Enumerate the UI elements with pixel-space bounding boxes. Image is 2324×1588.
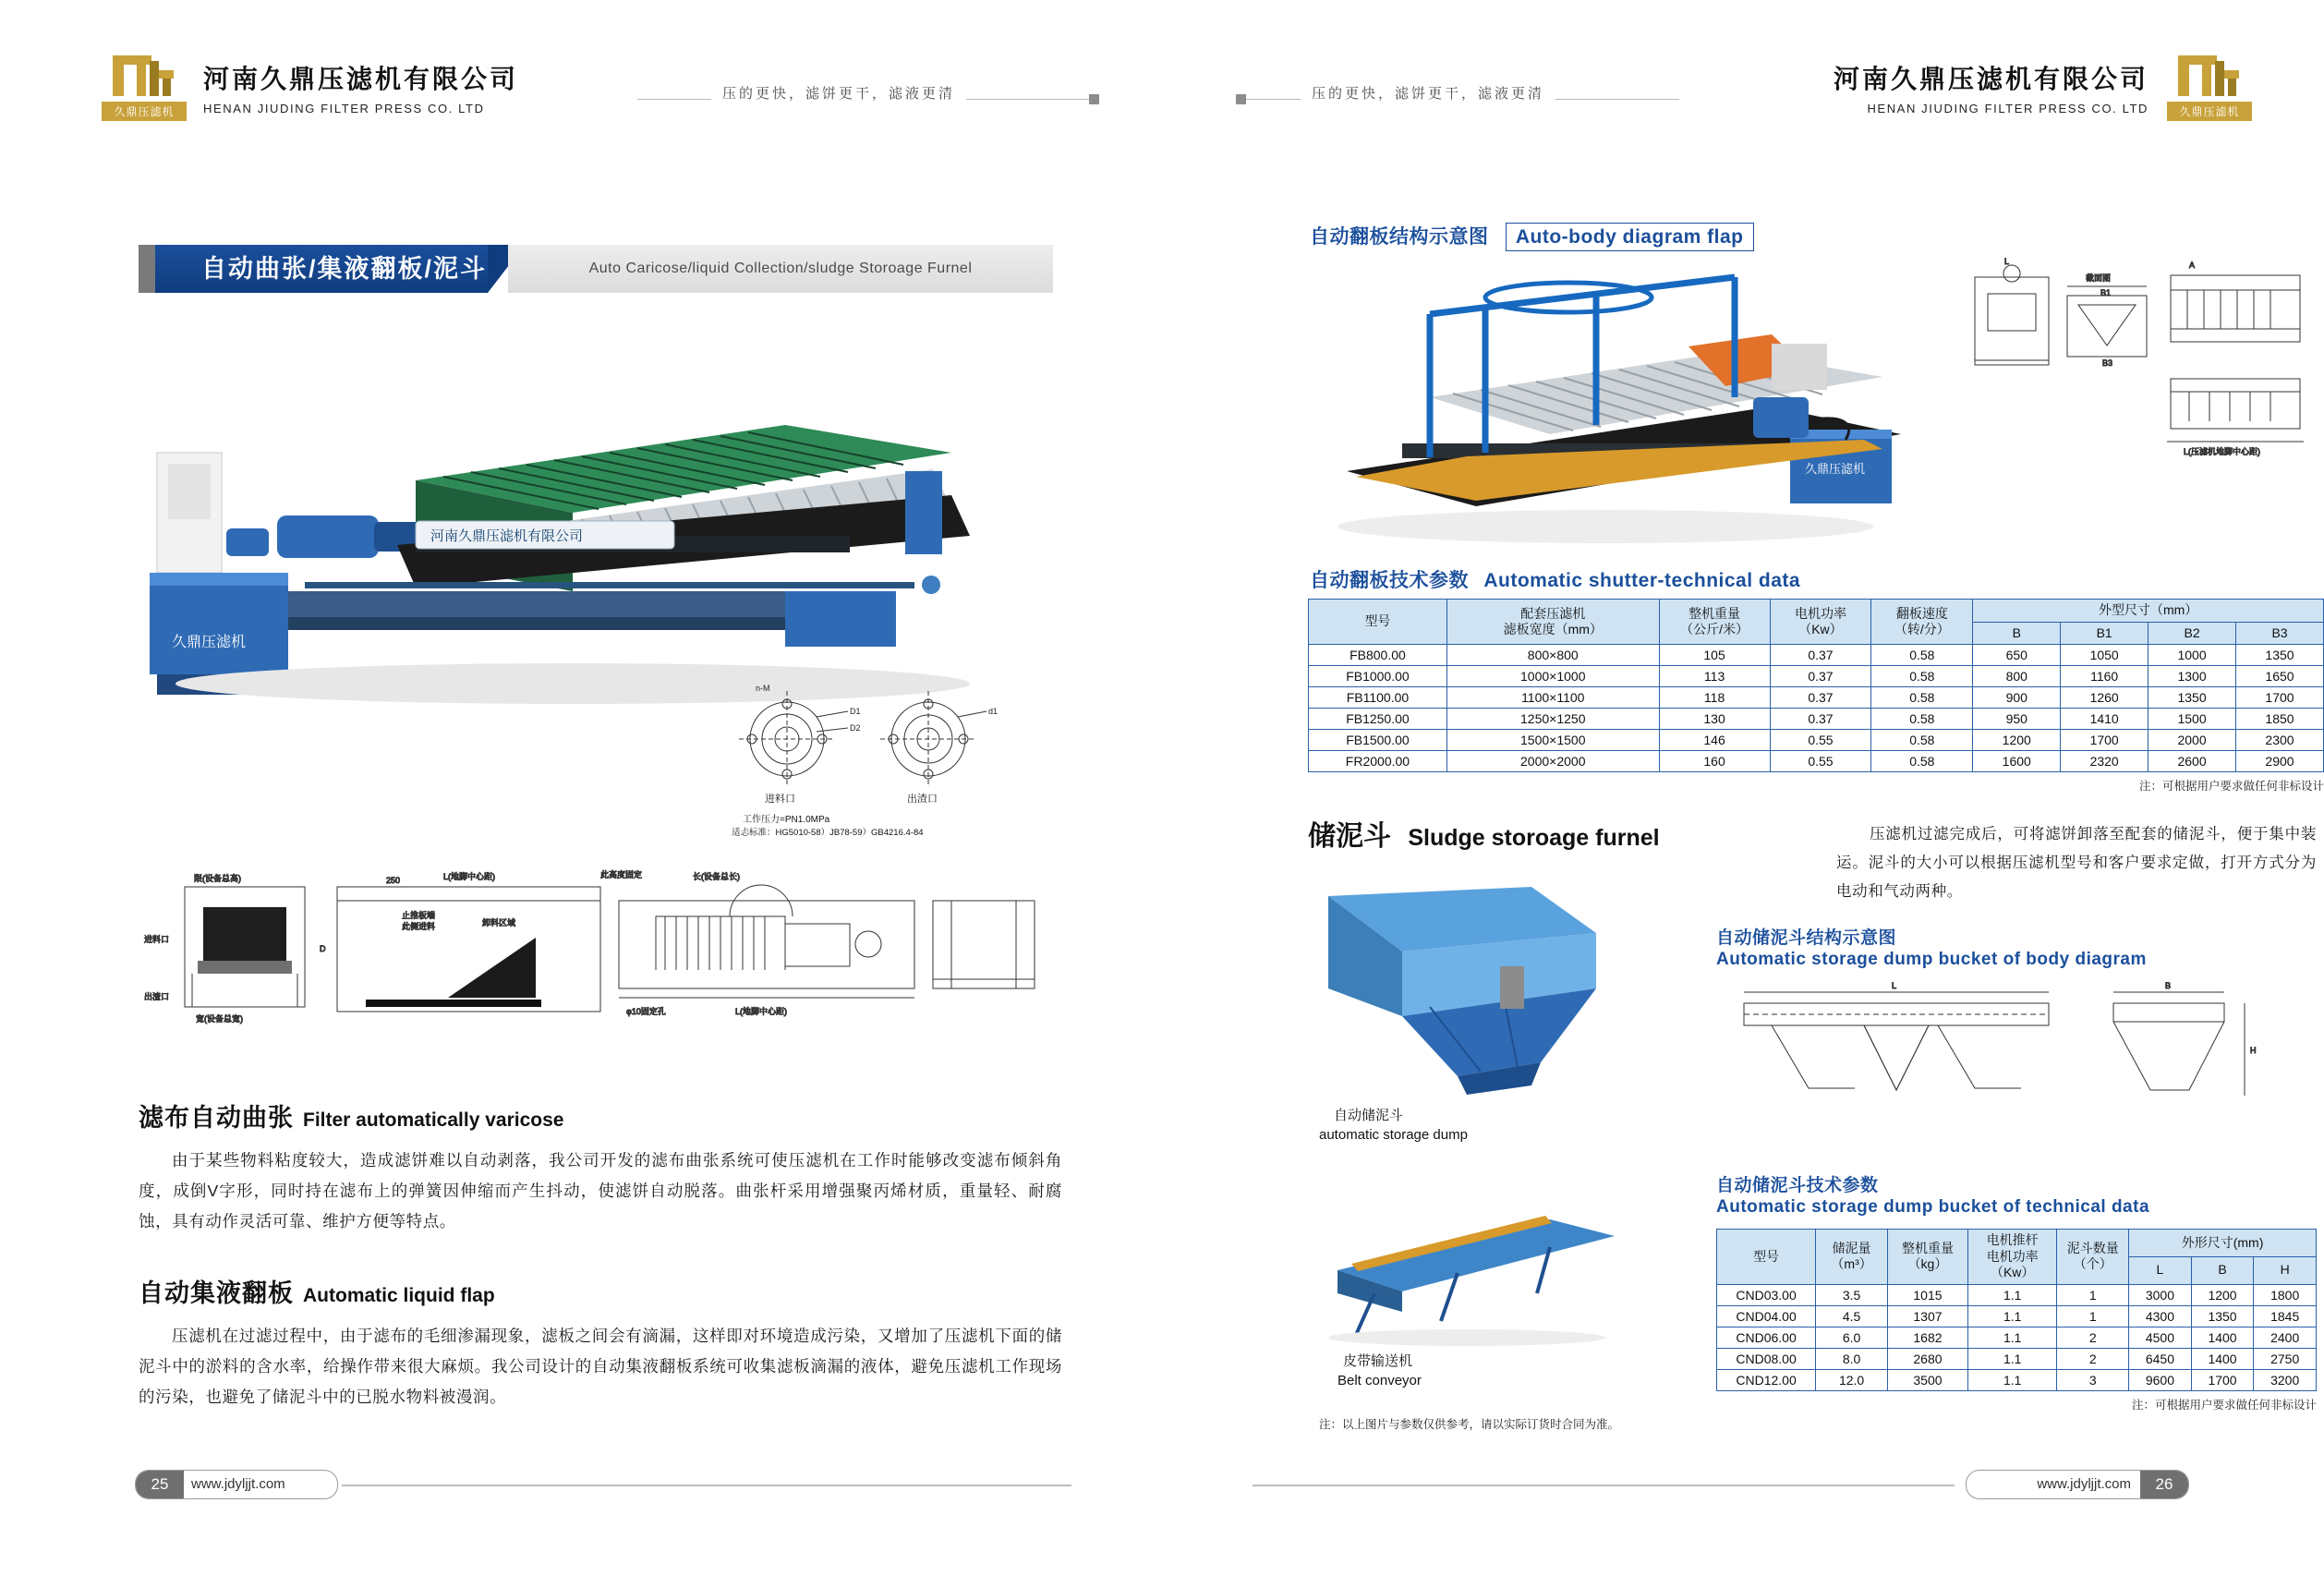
auto-flap-photo bbox=[1291, 259, 1938, 554]
table-row bbox=[1309, 730, 2324, 751]
table-cell: FR2000.00 bbox=[1309, 751, 1447, 772]
table-subheader-cell: B bbox=[2191, 1256, 2254, 1284]
svg-text:进料口: 进料口 bbox=[144, 935, 170, 944]
table-cell: 146 bbox=[1659, 730, 1770, 751]
table1-note: 注：可根据用户要求做任何非标设计 bbox=[2138, 780, 2324, 793]
table-cell: 2600 bbox=[2148, 751, 2236, 772]
table-cell: 1850 bbox=[2236, 709, 2324, 730]
table-cell: 0.37 bbox=[1770, 687, 1871, 709]
table-cell: 113 bbox=[1659, 666, 1770, 687]
table2-note: 注：可根据用户要求做任何非标设计 bbox=[2131, 1398, 2317, 1412]
table-cell: 3000 bbox=[2129, 1284, 2192, 1305]
table-cell: 2680 bbox=[1888, 1348, 1968, 1369]
table-cell: 2300 bbox=[2236, 730, 2324, 751]
svg-text:出渣口: 出渣口 bbox=[144, 992, 170, 1001]
table-cell: 1.1 bbox=[1967, 1284, 2057, 1305]
svg-text:D2: D2 bbox=[850, 723, 861, 733]
table-row bbox=[1309, 645, 2324, 666]
table-cell: 0.58 bbox=[1871, 687, 1973, 709]
heading-en: Filter automatically varicose bbox=[303, 1109, 564, 1131]
table-subheader-cell: B1 bbox=[2061, 622, 2148, 645]
heading-cn: 滤布自动曲张 bbox=[139, 1104, 294, 1132]
table-cell: 118 bbox=[1659, 687, 1770, 709]
flange-detail-drawing bbox=[730, 684, 1044, 841]
svg-text:H: H bbox=[2250, 1046, 2257, 1055]
svg-text:B3: B3 bbox=[2102, 358, 2113, 368]
table1-wrap bbox=[1308, 599, 2324, 794]
table-cell: 1600 bbox=[1973, 751, 2061, 772]
table-cell: 1410 bbox=[2061, 709, 2148, 730]
table1-title bbox=[1310, 565, 1800, 593]
table-subheader-cell: H bbox=[2254, 1256, 2317, 1284]
right-header bbox=[1236, 54, 2252, 127]
svg-text:L(压滤机地脚中心距): L(压滤机地脚中心距) bbox=[2184, 447, 2260, 456]
table-header-cell: 电机推杆 电机功率 （Kw） bbox=[1967, 1230, 2057, 1285]
left-slogan-bar bbox=[637, 83, 1099, 116]
svg-text:250: 250 bbox=[386, 876, 401, 885]
table-cell: 130 bbox=[1659, 709, 1770, 730]
svg-text:B1: B1 bbox=[2100, 288, 2112, 297]
belt-conveyor-photo bbox=[1319, 1182, 1633, 1349]
table-cell: 1260 bbox=[2061, 687, 2148, 709]
table-cell: 1350 bbox=[2148, 687, 2236, 709]
right-slogan-bar bbox=[1236, 83, 1679, 116]
table-cell: 1.1 bbox=[1967, 1348, 2057, 1369]
belt-label-cn: 皮带输送机 bbox=[1343, 1353, 1413, 1369]
table-cell: CND03.00 bbox=[1717, 1284, 1816, 1305]
slogan-square-icon bbox=[1089, 94, 1099, 104]
svg-text:宽(设备总宽): 宽(设备总宽) bbox=[196, 1014, 243, 1024]
svg-text:φ10固定孔: φ10固定孔 bbox=[626, 1007, 666, 1016]
right-footer-url[interactable]: www.jdyljjt.com bbox=[2037, 1476, 2131, 1492]
table-cell: 6450 bbox=[2129, 1348, 2192, 1369]
table-header-cell: 型号 bbox=[1309, 600, 1447, 645]
left-footer-rule bbox=[342, 1485, 1071, 1486]
table-cell: FB1000.00 bbox=[1309, 666, 1447, 687]
heading-cn: 自动集液翻板 bbox=[139, 1279, 294, 1307]
svg-text:久鼎压滤机: 久鼎压滤机 bbox=[172, 635, 247, 650]
dump-diagram-title-en: Automatic storage dump bucket of body diagram bbox=[1716, 950, 2147, 969]
logo-mark-icon bbox=[109, 52, 177, 100]
company-logo bbox=[2167, 50, 2252, 124]
dump-diagram-title-cn: 自动储泥斗结构示意图 bbox=[1716, 928, 1897, 948]
flap-title-en: Auto-body diagram flap bbox=[1506, 223, 1754, 251]
table-subheader-cell: B bbox=[1973, 622, 2061, 645]
table-cell: 3200 bbox=[2254, 1369, 2317, 1390]
svg-text:工作压力=PN1.0MPa: 工作压力=PN1.0MPa bbox=[743, 815, 830, 825]
svg-text:L: L bbox=[2004, 257, 2010, 266]
sludge-title-cn: 储泥斗 bbox=[1308, 821, 1391, 852]
logo-caption: 久鼎压滤机 bbox=[102, 102, 187, 121]
table-cell: FB1100.00 bbox=[1309, 687, 1447, 709]
table-header-cell: 整机重量 （公斤/米） bbox=[1659, 600, 1770, 645]
banner-title-cn: 自动曲张/集液翻板/泥斗 bbox=[201, 255, 488, 283]
table-cell: 2000×2000 bbox=[1446, 751, 1659, 772]
table-cell: 1.1 bbox=[1967, 1305, 2057, 1327]
company-name-cn: 河南久鼎压滤机有限公司 bbox=[203, 65, 519, 93]
outline-drawings bbox=[139, 859, 1071, 1044]
dump-outline-drawings bbox=[1716, 979, 2307, 1155]
table-cell: 0.58 bbox=[1871, 666, 1973, 687]
table2-title-en: Automatic storage dump bucket of technical data bbox=[1716, 1197, 2150, 1217]
table-cell: 1200 bbox=[1973, 730, 2061, 751]
svg-text:出渣口: 出渣口 bbox=[907, 794, 938, 805]
table-cell: 8.0 bbox=[1816, 1348, 1888, 1369]
sludge-paragraph: 压滤机过滤完成后，可将滤饼卸落至配套的储泥斗，便于集中装运。泥斗的大小可以根据压滤机型号和客户要求定做，打开方式分为电动和气动两种。 bbox=[1836, 826, 2317, 900]
svg-text:卸料区域: 卸料区域 bbox=[482, 918, 516, 927]
table-header-cell: 翻板速度 （转/分） bbox=[1871, 600, 1973, 645]
table-cell: 12.0 bbox=[1816, 1369, 1888, 1390]
flap-diagram-title bbox=[1310, 222, 1754, 249]
table-subheader-cell: B2 bbox=[2148, 622, 2236, 645]
table-cell: 1 bbox=[2057, 1284, 2129, 1305]
table-cell: 1250×1250 bbox=[1446, 709, 1659, 730]
svg-text:A: A bbox=[2189, 261, 2196, 270]
section-heading-liquid-flap bbox=[139, 1273, 495, 1309]
table-cell: 0.58 bbox=[1871, 709, 1973, 730]
table-row bbox=[1717, 1348, 2317, 1369]
table-cell: CND12.00 bbox=[1717, 1369, 1816, 1390]
table-cell: 800×800 bbox=[1446, 645, 1659, 666]
svg-text:进料口: 进料口 bbox=[765, 794, 795, 805]
svg-text:L(地脚中心距): L(地脚中心距) bbox=[735, 1007, 787, 1016]
table-cell: 650 bbox=[1973, 645, 2061, 666]
slogan-square-icon bbox=[1236, 94, 1246, 104]
table-subheader-cell: L bbox=[2129, 1256, 2192, 1284]
table-cell: 0.58 bbox=[1871, 645, 1973, 666]
svg-text:长(设备总长): 长(设备总长) bbox=[693, 872, 740, 881]
table-cell: 1845 bbox=[2254, 1305, 2317, 1327]
paragraph-varicose: 由于某些物料粘度较大，造成滤饼难以自动剥落，我公司开发的滤布曲张系统可使压滤机在工作时能够改变滤布倾斜角度，成倒V字形，同时持在滤布上的弹簧因伸缩而产生抖动，使滤饼自动脱落。曲张杆采用增强聚丙烯材质，重量轻、耐腐蚀，具有动作灵活可靠、维护方便等特点。 bbox=[139, 1151, 1062, 1230]
table2-title-cn: 自动储泥斗技术参数 bbox=[1716, 1176, 1879, 1195]
left-page-number: 25 bbox=[136, 1471, 184, 1498]
table-cell: 1000 bbox=[2148, 645, 2236, 666]
table-cell: 3 bbox=[2057, 1369, 2129, 1390]
table-cell: 0.55 bbox=[1770, 751, 1871, 772]
table-cell: 0.37 bbox=[1770, 666, 1871, 687]
table-cell: 1.1 bbox=[1967, 1327, 2057, 1348]
right-page bbox=[1162, 0, 2324, 1588]
svg-text:此高度固定: 此高度固定 bbox=[600, 870, 643, 879]
table-header-cell: 配套压滤机 滤板宽度（mm） bbox=[1446, 600, 1659, 645]
svg-text:久鼎压滤机: 久鼎压滤机 bbox=[1805, 462, 1866, 476]
table-cell: 2750 bbox=[2254, 1348, 2317, 1369]
table-cell: 4500 bbox=[2129, 1327, 2192, 1348]
table-cell: 6.0 bbox=[1816, 1327, 1888, 1348]
table-cell: 1700 bbox=[2236, 687, 2324, 709]
table-cell: 2 bbox=[2057, 1327, 2129, 1348]
table-cell: 1 bbox=[2057, 1305, 2129, 1327]
table-cell: 1200 bbox=[2191, 1284, 2254, 1305]
table-header-cell: 储泥量 （m³） bbox=[1816, 1230, 1888, 1285]
table-cell: 0.55 bbox=[1770, 730, 1871, 751]
table-cell: FB1500.00 bbox=[1309, 730, 1447, 751]
table-cell: 2900 bbox=[2236, 751, 2324, 772]
logo-caption: 久鼎压滤机 bbox=[2167, 102, 2252, 121]
label-nm: n-M bbox=[756, 684, 770, 693]
svg-text:截面图: 截面图 bbox=[2086, 273, 2112, 283]
table-subheader-cell: B3 bbox=[2236, 622, 2324, 645]
table-cell: 1682 bbox=[1888, 1327, 1968, 1348]
table-row bbox=[1717, 1284, 2317, 1305]
sludge-pic-label-cn: 自动储泥斗 bbox=[1334, 1108, 1404, 1123]
table-header-cell: 型号 bbox=[1717, 1230, 1816, 1285]
table-row bbox=[1309, 751, 2324, 772]
table-cell: 1307 bbox=[1888, 1305, 1968, 1327]
table-cell: 105 bbox=[1659, 645, 1770, 666]
table-header-cell: 外形尺寸(mm) bbox=[2129, 1230, 2317, 1257]
svg-text:河南久鼎压滤机有限公司: 河南久鼎压滤机有限公司 bbox=[430, 528, 584, 544]
flap-outline-drawings bbox=[1956, 249, 2317, 554]
sludge-pic-label-en: automatic storage dump bbox=[1319, 1127, 1468, 1143]
company-name-cn: 河南久鼎压滤机有限公司 bbox=[1833, 65, 2148, 93]
table-cell: 160 bbox=[1659, 751, 1770, 772]
table2-note-left: 注：以上图片与参数仅供参考，请以实际订货时合同为准。 bbox=[1319, 1418, 1620, 1431]
table-cell: CND08.00 bbox=[1717, 1348, 1816, 1369]
table-row bbox=[1717, 1305, 2317, 1327]
flap-title-cn: 自动翻板结构示意图 bbox=[1310, 226, 1489, 248]
banner-title-en: Auto Caricose/liquid Collection/sludge Storoage Furnel bbox=[588, 261, 973, 276]
table-cell: 1700 bbox=[2191, 1369, 2254, 1390]
table-cell: 1650 bbox=[2236, 666, 2324, 687]
right-footer-rule bbox=[1253, 1485, 1955, 1486]
svg-text:此侧进料: 此侧进料 bbox=[402, 922, 436, 931]
svg-text:适忐标准：HG5010-58）JB78-59）GB4216.: 适忐标准：HG5010-58）JB78-59）GB4216.4-84 bbox=[732, 828, 924, 838]
heading-en: Automatic liquid flap bbox=[303, 1285, 495, 1306]
table-cell: 1500 bbox=[2148, 709, 2236, 730]
table-cell: 2000 bbox=[2148, 730, 2236, 751]
company-name-en: HENAN JIUDING FILTER PRESS CO. LTD bbox=[1867, 102, 2148, 115]
svg-text:D1: D1 bbox=[850, 707, 861, 716]
table-row bbox=[1717, 1327, 2317, 1348]
table-cell: 2400 bbox=[2254, 1327, 2317, 1348]
sludge-hopper-photo bbox=[1319, 878, 1624, 1118]
slogan-text: 压的更快，滤饼更干，滤液更清 bbox=[1301, 83, 1555, 103]
table-cell: 1400 bbox=[2191, 1327, 2254, 1348]
table-cell: CND06.00 bbox=[1717, 1327, 1816, 1348]
paragraph-liquid-flap: 压滤机在过滤过程中，由于滤布的毛细渗漏现象，滤板之间会有滴漏，这样即对环境造成污染，又增加了压滤机下面的储泥斗中的淤料的含水率，给操作带来很大麻烦。我公司设计的自动集液翻板系统可收集滤板滴漏的液体，避免压滤机工作现场的污染，也避免了储泥斗中的已脱水物料被漫润。 bbox=[139, 1327, 1062, 1406]
table-cell: 1350 bbox=[2191, 1305, 2254, 1327]
table-cell: 0.37 bbox=[1770, 709, 1871, 730]
slogan-text: 压的更快，滤饼更干，滤液更清 bbox=[711, 83, 966, 103]
table-cell: 4.5 bbox=[1816, 1305, 1888, 1327]
table-cell: 1400 bbox=[2191, 1348, 2254, 1369]
table-cell: 1015 bbox=[1888, 1284, 1968, 1305]
table-cell: 1700 bbox=[2061, 730, 2148, 751]
table-cell: 1160 bbox=[2061, 666, 2148, 687]
section-heading-varicose bbox=[139, 1097, 563, 1133]
table-cell: 800 bbox=[1973, 666, 2061, 687]
table-cell: 900 bbox=[1973, 687, 2061, 709]
left-header bbox=[102, 54, 1099, 127]
table-header-cell: 电机功率 （Kw） bbox=[1770, 600, 1871, 645]
section-banner bbox=[139, 245, 1053, 293]
company-name-en: HENAN JIUDING FILTER PRESS CO. LTD bbox=[203, 102, 485, 115]
table-cell: 1800 bbox=[2254, 1284, 2317, 1305]
table-header-cell: 整机重量 （kg） bbox=[1888, 1230, 1968, 1285]
table-cell: FB1250.00 bbox=[1309, 709, 1447, 730]
table-header-cell: 泥斗数量 （个） bbox=[2057, 1230, 2129, 1285]
table-cell: 950 bbox=[1973, 709, 2061, 730]
table-cell: 0.58 bbox=[1871, 730, 1973, 751]
table-row bbox=[1309, 687, 2324, 709]
sludge-title-en: Sludge storoage furnel bbox=[1408, 825, 1660, 851]
left-footer-url[interactable]: www.jdyljjt.com bbox=[191, 1476, 285, 1492]
svg-text:B: B bbox=[2165, 981, 2172, 990]
sludge-section-heading bbox=[1308, 813, 1660, 854]
svg-text:限(设备总高): 限(设备总高) bbox=[194, 874, 241, 883]
table-cell: 0.58 bbox=[1871, 751, 1973, 772]
table-header-cell: 外型尺寸（mm） bbox=[1973, 600, 2324, 623]
svg-text:d1: d1 bbox=[988, 707, 999, 716]
table-cell: 1100×1100 bbox=[1446, 687, 1659, 709]
company-logo bbox=[102, 50, 187, 124]
table1-title-cn: 自动翻板技术参数 bbox=[1310, 570, 1469, 591]
table-cell: 1500×1500 bbox=[1446, 730, 1659, 751]
svg-text:止推板端: 止推板端 bbox=[402, 911, 436, 920]
table-cell: 1000×1000 bbox=[1446, 666, 1659, 687]
table2-wrap bbox=[1716, 1229, 2317, 1412]
automatic-shutter-table bbox=[1308, 599, 2324, 772]
table1-title-en: Automatic shutter-technical data bbox=[1483, 570, 1801, 591]
table-cell: CND04.00 bbox=[1717, 1305, 1816, 1327]
table-cell: 2320 bbox=[2061, 751, 2148, 772]
right-footer bbox=[1966, 1470, 2189, 1499]
logo-mark-icon bbox=[2174, 52, 2243, 100]
svg-text:L: L bbox=[1892, 981, 1897, 990]
svg-text:L(地脚中心距): L(地脚中心距) bbox=[443, 872, 495, 881]
table-cell: 4300 bbox=[2129, 1305, 2192, 1327]
table-cell: 9600 bbox=[2129, 1369, 2192, 1390]
belt-label-en: Belt conveyor bbox=[1338, 1373, 1422, 1388]
table-row bbox=[1309, 709, 2324, 730]
table-cell: FB800.00 bbox=[1309, 645, 1447, 666]
table-cell: 1350 bbox=[2236, 645, 2324, 666]
table-row bbox=[1717, 1369, 2317, 1390]
svg-text:D: D bbox=[320, 944, 326, 953]
left-footer bbox=[135, 1470, 338, 1499]
table-cell: 1050 bbox=[2061, 645, 2148, 666]
right-page-number: 26 bbox=[2140, 1471, 2188, 1498]
table-cell: 3.5 bbox=[1816, 1284, 1888, 1305]
storage-dump-table bbox=[1716, 1229, 2317, 1391]
table-row bbox=[1309, 666, 2324, 687]
table-cell: 3500 bbox=[1888, 1369, 1968, 1390]
table-cell: 2 bbox=[2057, 1348, 2129, 1369]
table-cell: 1.1 bbox=[1967, 1369, 2057, 1390]
table-cell: 0.37 bbox=[1770, 645, 1871, 666]
table-cell: 1300 bbox=[2148, 666, 2236, 687]
